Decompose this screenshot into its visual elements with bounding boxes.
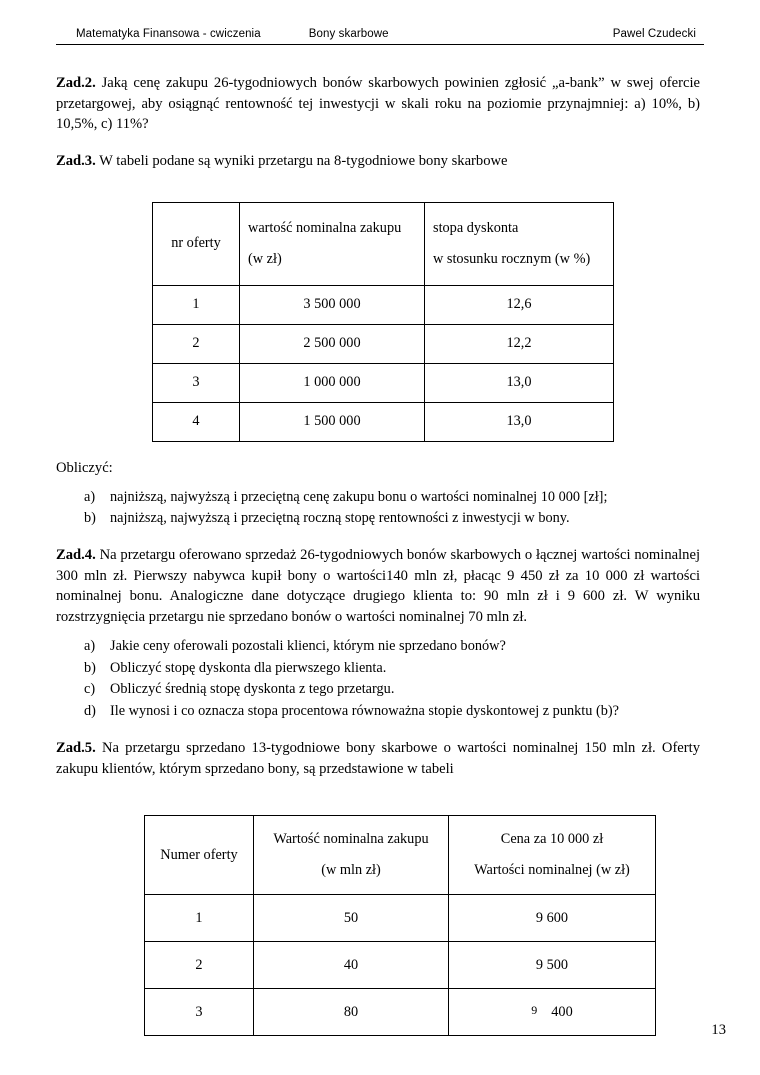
cell-nominal-value: 1 500 000 [240, 402, 425, 441]
cell-price: 9 500 [449, 942, 656, 989]
cell-offer-number: 1 [153, 285, 240, 324]
table-row [153, 324, 614, 363]
exercise-2-paragraph [56, 73, 704, 135]
table-header-cell-discount-rate [425, 202, 614, 285]
header-right-text: Pawel Czudecki [612, 28, 696, 40]
exercise-3-table-wrapper [152, 202, 704, 442]
header-line-1: Cena za 10 000 zł [500, 831, 604, 848]
list-item-text: Obliczyć średnią stopę dyskonta z tego przetargu. [110, 681, 395, 698]
exercise-5-paragraph [56, 738, 704, 779]
exercise-4-label: Zad.4. [56, 547, 96, 564]
cell-offer-number: 1 [145, 895, 254, 942]
header-line-2: (w zł) [248, 250, 282, 267]
header-line-1: wartość nominalna zakupu [248, 219, 402, 236]
cell-nominal-value: 80 [254, 989, 449, 1036]
table-header-row [145, 816, 656, 895]
list-item-text: najniższą, najwyższą i przeciętną cenę zakupu bonu o wartości nominalnej 10 000 [zł]; [110, 488, 608, 505]
table-header-cell-price [449, 816, 656, 895]
list-item [84, 508, 704, 529]
cell-nominal-value: 3 500 000 [240, 285, 425, 324]
cell-discount-rate: 13,0 [425, 402, 614, 441]
table-row [145, 942, 656, 989]
cell-discount-rate: 12,2 [425, 324, 614, 363]
exercise-4-text: Na przetargu oferowano sprzedaż 26-tygodniowych bonów skarbowych o łącznej wartości nominalnej 300 mln zł. Pierwszy nabywca kupił bony o wartości140 mln zł, płacąc 9 450 zł za 10 000 zł wartości nominalnej bonu. Analogiczne dane dotyczące drugiego klienta to: 90 mln zł i 9 600 zł. W wyniku rozstrzygnięcia przetargu nie sprzedano bonów o wartości nominalnej 70 mln zł. [56, 547, 700, 626]
header-line-1: Wartość nominalna zakupu [273, 831, 429, 848]
list-marker: c) [84, 681, 96, 698]
cell-offer-number: 3 [145, 989, 254, 1036]
calculate-prompt: Obliczyć: [56, 459, 113, 476]
header-line-2: w stosunku rocznym (w %) [433, 250, 591, 267]
cell-nominal-value: 2 500 000 [240, 324, 425, 363]
list-item [84, 636, 704, 657]
exercise-2-text: Jaką cenę zakupu 26-tygodniowych bonów skarbowych powinien zgłosić „a-bank” w swej ofercie przetargowej, aby osiągnąć rentowność tej inwestycji w skali roku na poziomie przynajmniej: a) 10%, b) 10,5%, c) 11%? [56, 75, 700, 133]
list-item-text: najniższą, najwyższą i przeciętną roczną stopę rentowności z inwestycji w bony. [110, 510, 570, 527]
list-item [84, 487, 704, 508]
exercise-3-text: W tabeli podane są wyniki przetargu na 8-tygodniowe bony skarbowe [99, 153, 508, 170]
cell-nominal-value: 1 000 000 [240, 363, 425, 402]
list-item [84, 658, 704, 679]
header-line-2: Wartości nominalnej (w zł) [474, 862, 630, 879]
table-header-cell-offer-number: nr oferty [153, 202, 240, 285]
exercise-3-paragraph [56, 151, 704, 172]
cell-offer-number: 4 [153, 402, 240, 441]
exercise-4-paragraph [56, 545, 704, 628]
list-item [84, 701, 704, 722]
header-left-text: Matematyka Finansowa - cwiczenia [76, 28, 261, 40]
running-header [56, 28, 704, 44]
table-row [145, 989, 656, 1036]
list-item [84, 679, 704, 700]
list-marker: a) [84, 488, 96, 505]
header-divider [56, 44, 704, 45]
list-marker: b) [84, 510, 96, 527]
table-header-cell-offer-number: Numer oferty [145, 816, 254, 895]
table-row [153, 363, 614, 402]
exercise-2-label: Zad.2. [56, 75, 96, 91]
table-header-row [153, 202, 614, 285]
cell-discount-rate: 12,6 [425, 285, 614, 324]
table-row [153, 285, 614, 324]
cell-nominal-value: 50 [254, 895, 449, 942]
exercise-5-table [144, 815, 656, 1036]
list-item-text: Obliczyć stopę dyskonta dla pierwszego klienta. [110, 659, 387, 676]
list-item-text: Ile wynosi i co oznacza stopa procentowa równoważna stopie dyskontowej z punktu (b)? [110, 703, 619, 720]
cell-discount-rate: 13,0 [425, 363, 614, 402]
cell-price [449, 989, 656, 1036]
header-line-1: stopa dyskonta [433, 219, 519, 236]
exercise-3-subitems [56, 487, 704, 529]
exercise-5-label: Zad.5. [56, 739, 96, 756]
exercise-4-subitems [56, 636, 704, 722]
exercise-5-text: Na przetargu sprzedano 13-tygodniowe bony skarbowe o wartości nominalnej 150 mln zł. Oferty zakupu klientów, którym sprzedano bony, są przedstawione w tabeli [56, 739, 700, 777]
table-row [145, 895, 656, 942]
cell-offer-number: 3 [153, 363, 240, 402]
page-content [56, 28, 704, 1036]
page-number: 13 [711, 1022, 726, 1038]
table-header-cell-nominal-value [254, 816, 449, 895]
exercise-5-table-wrapper [144, 815, 704, 1036]
list-marker: b) [84, 659, 96, 676]
table-row [153, 402, 614, 441]
cell-price: 9 600 [449, 895, 656, 942]
list-item-text: Jakie ceny oferowali pozostali klienci, którym nie sprzedano bonów? [110, 637, 506, 654]
list-marker: a) [84, 637, 96, 654]
list-marker: d) [84, 703, 96, 720]
cell-nominal-value: 40 [254, 942, 449, 989]
cell-offer-number: 2 [153, 324, 240, 363]
cell-offer-number: 2 [145, 942, 254, 989]
cell-price-part-1: 9 [531, 1003, 538, 1018]
exercise-3-table [152, 202, 614, 442]
exercise-3-label: Zad.3. [56, 153, 96, 170]
table-header-cell-nominal-value [240, 202, 425, 285]
cell-price-part-2: 400 [551, 1004, 573, 1021]
header-line-2: (w mln zł) [321, 862, 381, 879]
header-center-text: Bony skarbowe [308, 28, 389, 40]
